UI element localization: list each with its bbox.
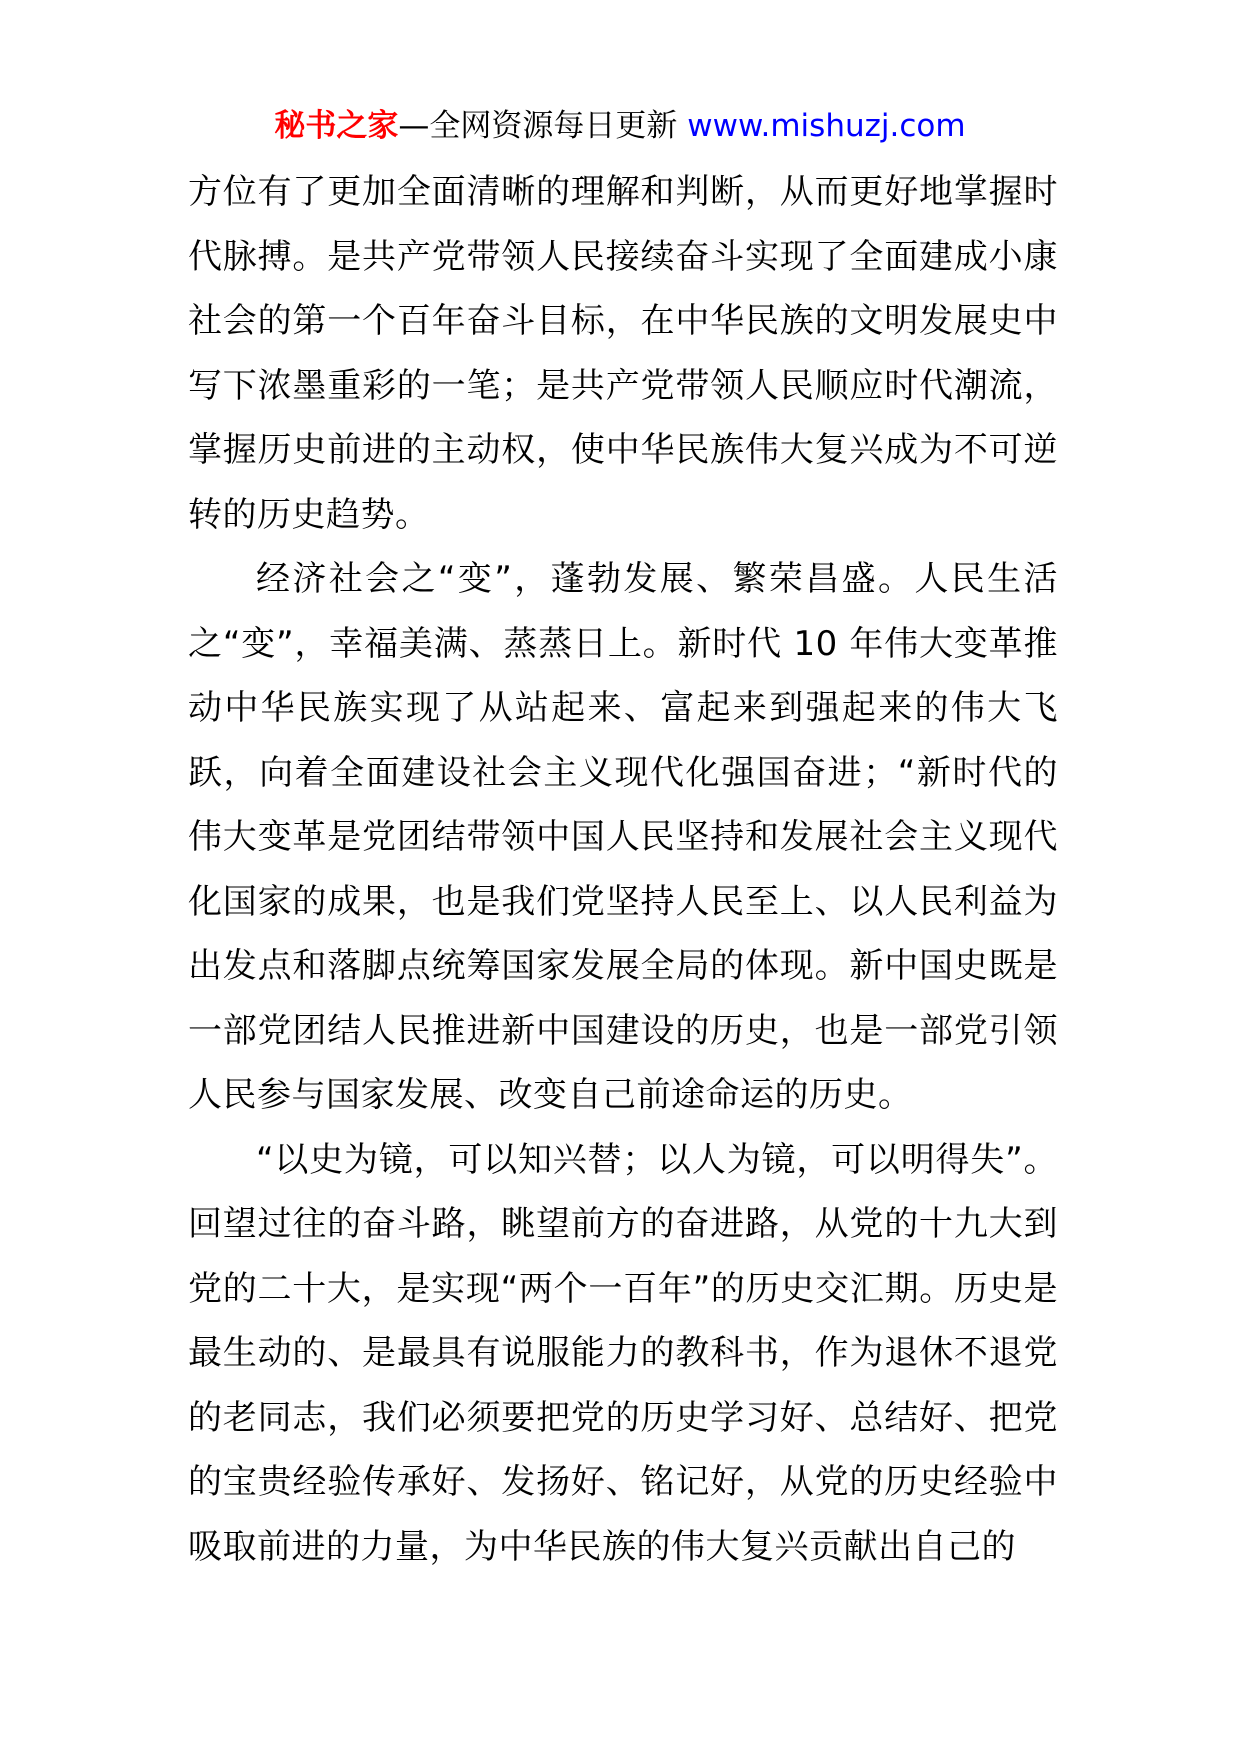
paragraph-continued: 方位有了更加全面清晰的理解和判断，从而更好地掌握时代脉搏。是共产党带领人民接续奋斗实现了全面建成小康社会的第一个百年奋斗目标，在中华民族的文明发展史中写下浓墨重彩的一笔；是共产党带领人民顺应时代潮流，掌握历史前进的主动权，使中华民族伟大复兴成为不可逆转的历史趋势。 [188,172,1058,535]
site-url-link[interactable]: www.mishuzj.com [687,108,966,144]
paragraph-history-mirror: “以史为镜，可以知兴替；以人为镜，可以明得失”。回望过往的奋斗路，眺望前方的奋进路，从党的十九大到党的二十大，是实现“两个一百年”的历史交汇期。历史是最生动的、是最具有说服能力的教科书，作为退休不退党的老同志，我们必须要把党的历史学习好、总结好、把党的宝贵经验传承好、发扬好、铭记好，从党的历史经验中吸取前进的力量，为中华民族的伟大复兴贡献出自己的 [188,1139,1058,1567]
document-body [188,160,1058,1579]
site-tagline: —全网资源每日更新 [398,108,678,144]
paragraph-economic-change: 经济社会之“变”，蓬勃发展、繁荣昌盛。人民生活之“变”，幸福美满、蒸蒸日上。新时代 10 年伟大变革推动中华民族实现了从站起来、富起来到强起来的伟大飞跃，向着全面建设社会主义现代化强国奋进；“新时代的伟大变革是党团结带领中国人民坚持和发展社会主义现代化国家的成果，也是我们党坚持人民至上、以人民利益为出发点和落脚点统筹国家发展全局的体现。新中国史既是一部党团结人民推进新中国建设的历史，也是一部党引领人民参与国家发展、改变自己前途命运的历史。 [188,559,1058,1115]
page-header [0,104,1240,148]
site-brand: 秘书之家 [274,108,399,144]
